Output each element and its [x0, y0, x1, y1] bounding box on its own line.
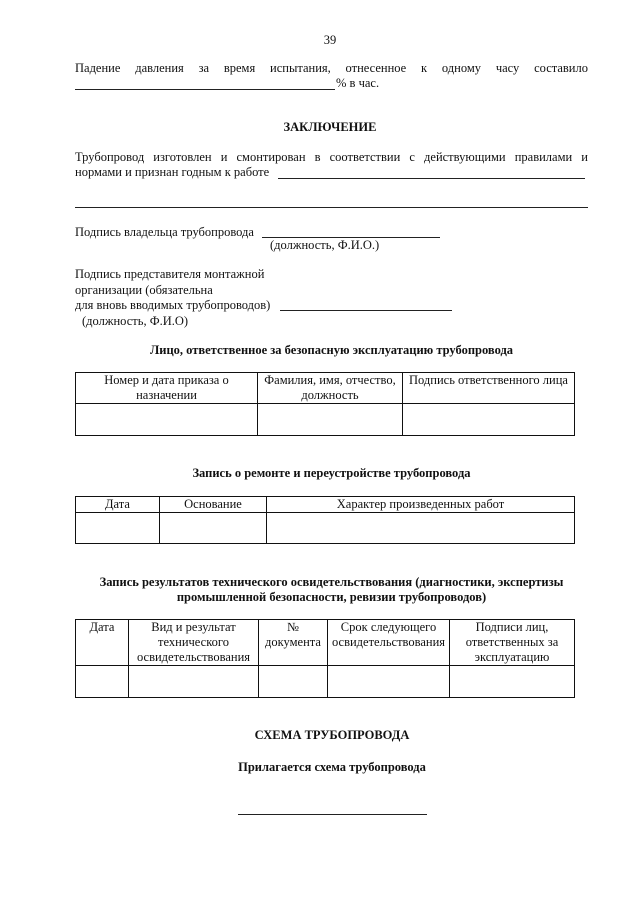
installer-signature-line1: Подпись представителя монтажной: [75, 267, 265, 281]
header-cell: Фамилия, имя, отчество, должность: [258, 373, 403, 404]
table-cell[interactable]: [450, 666, 575, 698]
table-cell[interactable]: [328, 666, 450, 698]
table-cell[interactable]: [76, 404, 258, 436]
header-cell: № документа: [259, 620, 328, 666]
owner-signature-label: Подпись владельца трубопровода: [75, 225, 254, 239]
installer-signature-caption: (должность, Ф.И.О): [82, 314, 189, 328]
header-cell: Номер и дата приказа о назначении: [76, 373, 258, 404]
inspection-table-title-line1: Запись результатов технического освидетельствования (диагностики, экспертизы: [99, 575, 564, 589]
table-cell[interactable]: [129, 666, 259, 698]
header-cell: Подпись ответственного лица: [403, 373, 575, 404]
scheme-title: СХЕМА ТРУБОПРОВОДА: [254, 728, 410, 742]
responsible-table: [75, 372, 575, 436]
header-cell: Основание: [160, 497, 267, 513]
conclusion-text-line1: Трубопровод изготовлен и смонтирован в соответствии с действующими правилами и: [75, 150, 588, 164]
installer-signature-line2: организации (обязательна: [75, 283, 213, 297]
table-cell[interactable]: [259, 666, 328, 698]
responsible-table-title: Лицо, ответственное за безопасную эксплуатацию трубопровода: [149, 343, 514, 357]
conclusion-title: ЗАКЛЮЧЕНИЕ: [283, 120, 377, 134]
header-cell: Подписи лиц, ответственных за эксплуатацию: [450, 620, 575, 666]
pressure-drop-suffix: % в час.: [336, 76, 380, 90]
repair-table-title: Запись о ремонте и переустройстве трубопровода: [192, 466, 471, 480]
pressure-drop-field[interactable]: [75, 89, 335, 90]
scheme-signature-line: [238, 814, 427, 815]
page-number: 39: [323, 33, 337, 47]
pressure-drop-text: Падение давления за время испытания, отнесенное к одному часу составило: [75, 61, 588, 75]
inspection-table-title-line2: промышленной безопасности, ревизии трубопроводов): [176, 590, 487, 604]
header-cell: Характер произведенных работ: [267, 497, 575, 513]
header-cell: Дата: [76, 497, 160, 513]
header-cell: Вид и результат технического освидетельствования: [129, 620, 259, 666]
header-cell: Дата: [76, 620, 129, 666]
repair-table: [75, 496, 575, 544]
conclusion-field-line2[interactable]: [75, 207, 588, 208]
table-cell[interactable]: [403, 404, 575, 436]
table-cell[interactable]: [267, 513, 575, 544]
conclusion-text-line2: нормами и признан годным к работе: [75, 165, 270, 179]
installer-signature-field[interactable]: [280, 310, 452, 311]
table-cell[interactable]: [76, 513, 160, 544]
inspection-table: [75, 619, 575, 698]
header-cell: Срок следующего освидетельствования: [328, 620, 450, 666]
table-cell[interactable]: [160, 513, 267, 544]
table-cell[interactable]: [76, 666, 129, 698]
owner-signature-caption: (должность, Ф.И.О.): [270, 238, 380, 252]
conclusion-field[interactable]: [278, 178, 585, 179]
table-cell[interactable]: [258, 404, 403, 436]
scheme-subtitle: Прилагается схема трубопровода: [238, 760, 426, 774]
installer-signature-line3: для вновь вводимых трубопроводов): [75, 298, 271, 312]
